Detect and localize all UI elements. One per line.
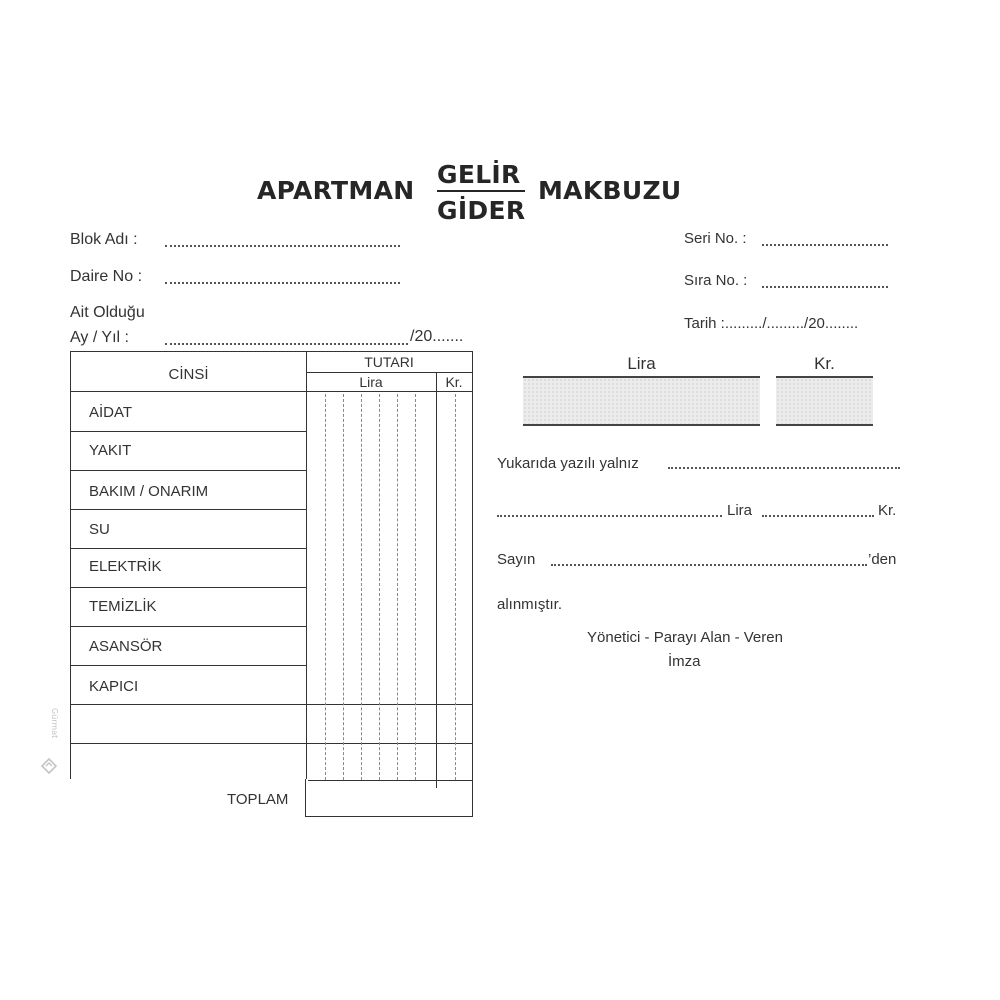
row-line xyxy=(71,665,306,666)
words-kr-field[interactable] xyxy=(762,515,874,517)
title-gelir: GELİR xyxy=(437,160,521,189)
ay-yil-field[interactable] xyxy=(165,343,408,345)
daire-no-label: Daire No : xyxy=(70,268,143,285)
amount-lira-header: Lira xyxy=(627,354,656,373)
tutari-divider xyxy=(306,372,472,373)
row-label-kapici: KAPICI xyxy=(89,678,139,695)
printer-logo-icon xyxy=(38,700,60,790)
seri-no-field[interactable] xyxy=(762,244,888,246)
sira-no-field[interactable] xyxy=(762,286,888,288)
amount-in-words-field-1[interactable] xyxy=(668,467,900,469)
digit-guide xyxy=(361,394,362,780)
cinsi-column-divider xyxy=(306,352,307,816)
row-line xyxy=(71,704,472,705)
items-table xyxy=(70,351,473,817)
row-label-aidat: AİDAT xyxy=(89,404,133,421)
row-line xyxy=(71,548,306,549)
row-label-asansor: ASANSÖR xyxy=(89,638,163,655)
receipt-title xyxy=(0,158,1000,228)
row-label-su: SU xyxy=(89,521,110,538)
row-line xyxy=(71,626,306,627)
digit-guide xyxy=(455,394,456,780)
row-label-elektrik: ELEKTRİK xyxy=(89,558,162,575)
imza-label: İmza xyxy=(668,653,701,670)
daire-no-field[interactable] xyxy=(165,282,400,284)
ay-yil-label: Ay / Yıl : xyxy=(70,329,129,346)
toplam-label: TOPLAM xyxy=(227,791,289,808)
svg-text:Gürmat: Gürmat xyxy=(50,708,59,739)
row-label-temizlik: TEMİZLİK xyxy=(89,598,157,615)
amount-lira-box[interactable] xyxy=(523,376,760,426)
header-cinsi: CİNSİ xyxy=(168,366,209,383)
row-line xyxy=(71,509,306,510)
title-makbuzu: MAKBUZU xyxy=(538,176,682,205)
alinmistir-label: alınmıştır. xyxy=(497,596,563,613)
year-suffix: /20....... xyxy=(410,328,464,345)
ait-oldugu-label: Ait Olduğu xyxy=(70,304,145,321)
header-kr: Kr. xyxy=(445,374,463,390)
row-line xyxy=(71,587,306,588)
header-lira: Lira xyxy=(359,374,383,390)
blok-adi-field[interactable] xyxy=(165,245,400,247)
header-tutari: TUTARI xyxy=(364,354,414,370)
row-line xyxy=(71,470,306,471)
title-apartman: APARTMAN xyxy=(257,176,415,205)
sayin-label: Sayın xyxy=(497,551,536,568)
words-lira-label: Lira xyxy=(727,502,753,519)
payer-name-field[interactable] xyxy=(551,564,867,566)
row-label-bakim-onarim: BAKIM / ONARIM xyxy=(89,483,209,500)
digit-guide xyxy=(325,394,326,780)
amount-kr-header: Kr. xyxy=(814,354,835,373)
signers-label: Yönetici - Parayı Alan - Veren xyxy=(587,629,783,646)
toplam-box[interactable] xyxy=(305,779,473,817)
digit-guide xyxy=(343,394,344,780)
digit-guide xyxy=(415,394,416,780)
amount-kr-box[interactable] xyxy=(776,376,873,426)
title-fraction-rule xyxy=(437,190,525,192)
title-gider: GİDER xyxy=(437,196,526,225)
row-line xyxy=(71,743,472,744)
digit-guide xyxy=(397,394,398,780)
seri-no-label: Seri No. : xyxy=(684,230,747,247)
header-bottom-line xyxy=(71,391,472,392)
den-label: ’den xyxy=(868,551,897,568)
words-kr-label: Kr. xyxy=(878,502,897,519)
lira-kr-divider xyxy=(436,372,437,788)
row-line xyxy=(71,431,306,432)
blok-adi-label: Blok Adı : xyxy=(70,231,138,248)
digit-guide xyxy=(379,394,380,780)
amount-in-words-field-2[interactable] xyxy=(497,515,722,517)
yukarida-label: Yukarıda yazılı yalnız xyxy=(497,455,639,472)
row-label-yakit: YAKIT xyxy=(89,442,132,459)
tarih-field[interactable]: Tarih :........./........./20........ xyxy=(684,315,859,332)
sira-no-label: Sıra No. : xyxy=(684,272,748,289)
